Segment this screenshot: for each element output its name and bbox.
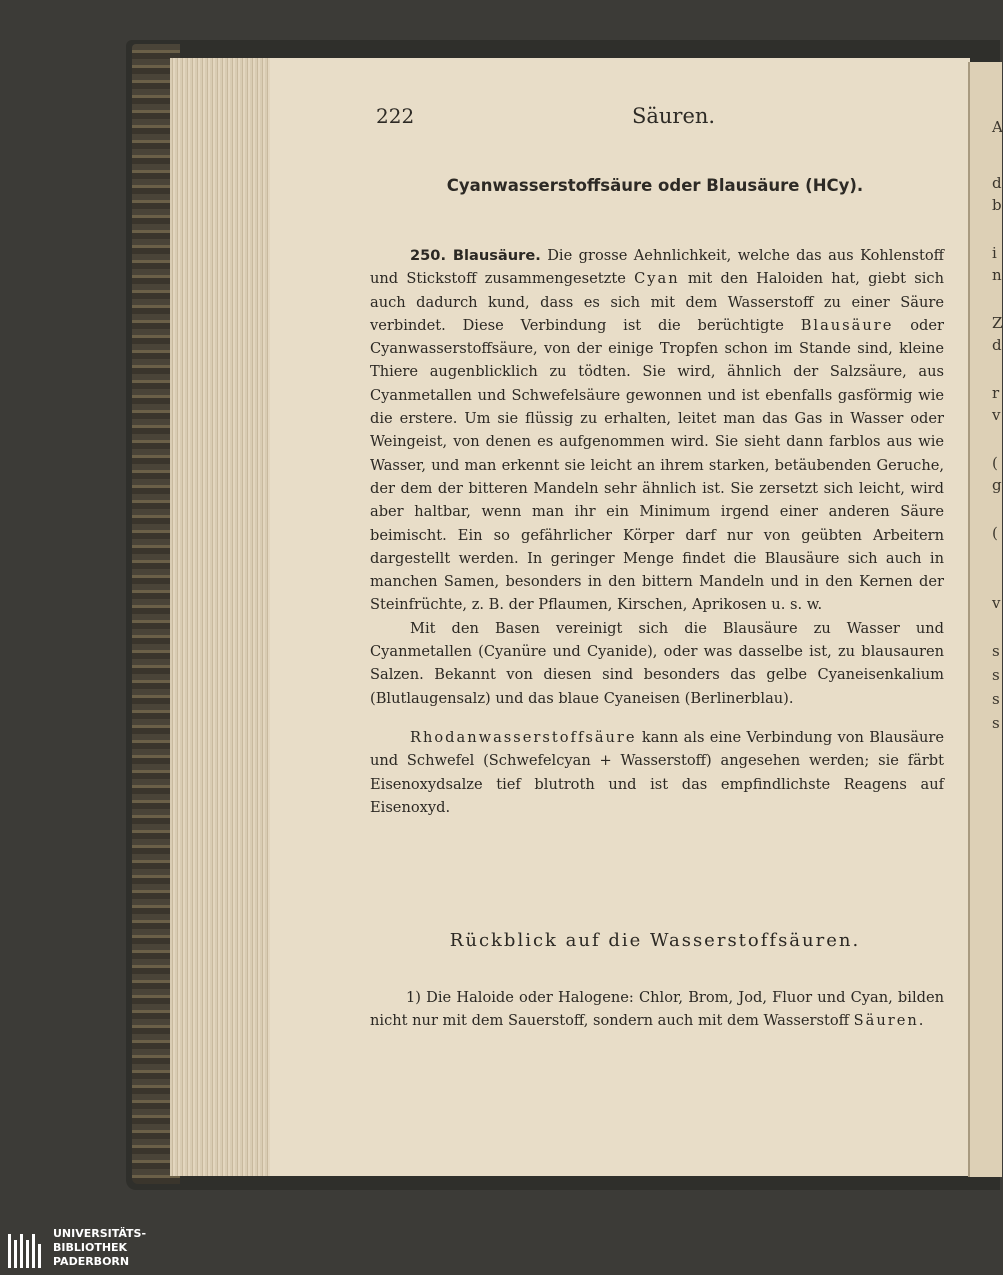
emphasis-cyan: Cyan [634,270,680,288]
paragraph-number: 250. Blausäure. [410,247,541,264]
next-page-glyph: v [992,406,1001,424]
next-page-glyph: ( [992,524,998,542]
text-span: Die grosse Aehnlichkeit, welche das aus Kohlenstoff und Stickstoff zusammengesetzte [370,247,944,288]
next-page-glyph: s [992,690,1000,708]
next-page-glyph: r [992,384,1000,402]
summary-item-1 [370,986,944,1033]
library-logo-text [53,1227,146,1269]
page-header [376,104,956,134]
emphasis-rhodan: Rhodanwasserstoffsäure [410,728,637,746]
page-number: 222 [376,104,415,128]
library-logo-icon [6,1230,46,1270]
text-span: kann als eine Verbindung von Blausäure und Schwefel (Schwefelcyan + Wasserstoff) angesehen werden; sie färbt Eisenoxydsalze tief blutroth und ist das empfindlichste Reagens auf Eisenoxyd. [370,728,944,816]
next-page-glyph: A [992,118,1003,136]
subsection-title: Rückblick auf die Wasserstoffsäuren. [449,930,861,951]
next-page-glyph: n [992,266,1002,284]
text-span: . [918,1012,924,1030]
logo-line: PADERBORN [53,1255,130,1268]
next-page-glyph: s [992,642,1000,660]
page-edges [170,58,276,1176]
logo-line: UNIVERSITÄTS- [53,1227,147,1240]
next-page-glyph: b [992,196,1002,214]
paragraph-rhodan [370,726,944,819]
next-page-edge [968,62,1002,1177]
text-span: mit den Haloiden hat, giebt sich auch dadurch kund, dass es sich mit dem Wasserstoff zu einer Säure verbindet. Diese Verbindung ist die berüchtigte [370,270,944,334]
section-title: Cyanwasserstoffsäure oder Blausäure (HCy). [446,176,864,195]
next-page-glyph: i [992,244,997,262]
next-page-glyph: s [992,714,1000,732]
summary-text [370,986,944,1033]
paragraph-basen: Mit den Basen vereinigt sich die Blausäure zu Wasser und Cyanmetallen (Cyanüre und Cyanide), oder was dasselbe ist, zu blausauren Salzen. Bekannt von diesen sind besonders das gelbe Cyaneisenkalium (Blutlaugensalz) und das blaue Cyaneisen (Berlinerblau). [370,619,944,707]
next-page-glyph: d [992,336,1002,354]
next-page-glyph: g [992,476,1002,494]
next-page-glyph: ( [992,454,998,472]
paragraph-blausaeure [370,244,944,617]
logo-line: BIBLIOTHEK [53,1241,128,1254]
footer-bar [0,1224,1000,1275]
running-title: Säuren. [632,104,716,128]
next-page-glyph: Z [992,314,1003,332]
next-page-glyph: v [992,594,1001,612]
emphasis-saeuren: Säuren [853,1012,919,1030]
next-page-glyph: s [992,666,1000,684]
body-text [370,244,944,819]
text-span: 1) Die Haloide oder Halogene: Chlor, Brom, Jod, Fluor und Cyan, bilden nicht nur mit dem Sauerstoff, sondern auch mit dem Wasserstoff [370,989,944,1030]
next-page-glyph: d [992,174,1002,192]
text-span: oder Cyanwasserstoffsäure, von der einige Tropfen schon im Stande sind, kleine Thiere augenblicklich zu tödten. Sie wird, ähnlich der Salzsäure, aus Cyanmetallen und Schwefelsäure gewonnen und ist ebenfalls gasförmig wie die erstere. Um sie flüssig zu erhalten, leitet man das Gas in Wasser oder Weingeist, von denen es aufgenommen wird. Sie sieht dann farblos aus wie Wasser, und man erkennt sie leicht an ihrem starken, betäubenden Geruche, der dem der bitteren Mandeln sehr ähnlich ist. Sie zersetzt sich leicht, wird aber haltbar, wenn man ihr ein Minimum irgend einer anderen Säure beimischt. Ein so gefährlicher Körper darf nur von geübten Arbeitern dargestellt werden. In geringer Menge findet die Blausäure sich auch in manchen Samen, besonders in den bittern Mandeln und in den Kernen der Steinfrüchte, z. B. der Pflaumen, Kirschen, Aprikosen u. s. w. [370,316,944,614]
emphasis-blausaeure: Blausäure [800,316,894,334]
